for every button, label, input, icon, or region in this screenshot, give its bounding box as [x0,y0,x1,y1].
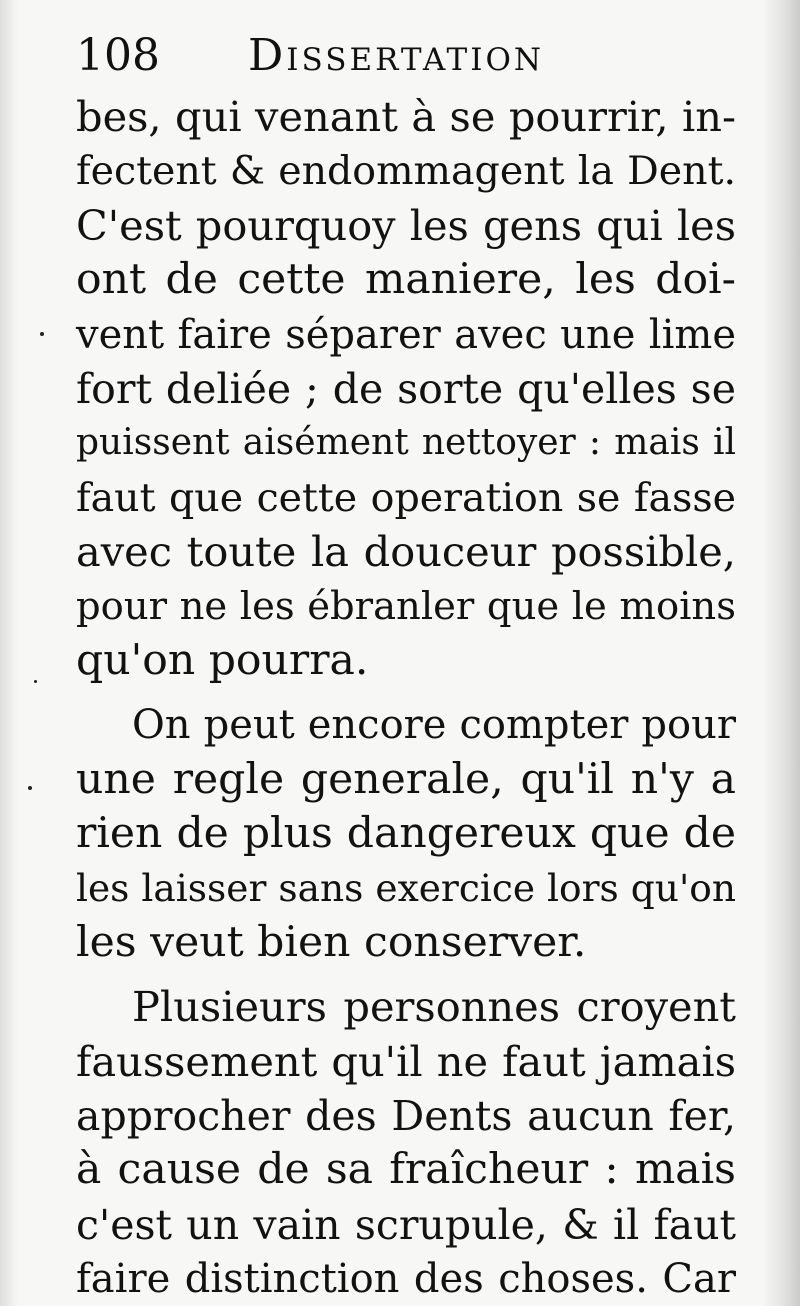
text-line: vent faire séparer avec une lime [76,311,736,358]
text-line: qu'on pourra. [76,635,369,685]
running-head: Dissertation [248,30,545,81]
text-line: puissent aisément nettoyer : mais il [76,422,736,464]
text-line: une regle generale, qu'il n'y a [76,754,736,804]
paragraph-gap [76,688,736,698]
text-line: faut que cette operation se fasse [76,474,736,521]
ink-speck [40,332,44,336]
text-line: faire distinction des choses. Car [76,1256,736,1303]
text-line: fort deliée ; de sorte qu'elles se [76,364,736,413]
text-line: On peut encore compter pour [132,702,736,749]
text-line: les veut bien conserver. [76,917,587,967]
text-line: Plusieurs personnes croyent [132,982,736,1032]
body-text [76,90,736,1306]
text-line: c'est un vain scrupule, & il faut [76,1200,736,1249]
page-edge-shadow [762,0,800,1306]
text-line: les laisser sans exercice lors qu'on [76,866,736,911]
ink-speck [28,786,32,790]
text-line: pour ne les ébranler que le moins [76,583,736,629]
text-line: fectent & endommagent la Dent. [76,148,736,195]
text-line: faussement qu'il ne faut jamais [76,1036,736,1086]
text-line: à cause de sa fraîcheur : mais [76,1145,736,1195]
text-line: avec toute la douceur possible, [76,527,736,577]
text-line: approcher des Dents aucun fer, [76,1092,736,1141]
ink-speck [34,680,37,683]
paragraph-gap [76,970,736,980]
text-line: rien de plus dangereux que de [76,809,736,859]
page-gutter-shadow [0,0,18,1306]
text-line: bes, qui venant à se pourrir, in- [76,92,736,141]
text-line: ont de cette maniere, les doi- [76,255,736,305]
page-header [76,26,736,86]
page-number: 108 [76,30,160,81]
text-line: C'est pourquoy les gens qui les [76,200,736,250]
